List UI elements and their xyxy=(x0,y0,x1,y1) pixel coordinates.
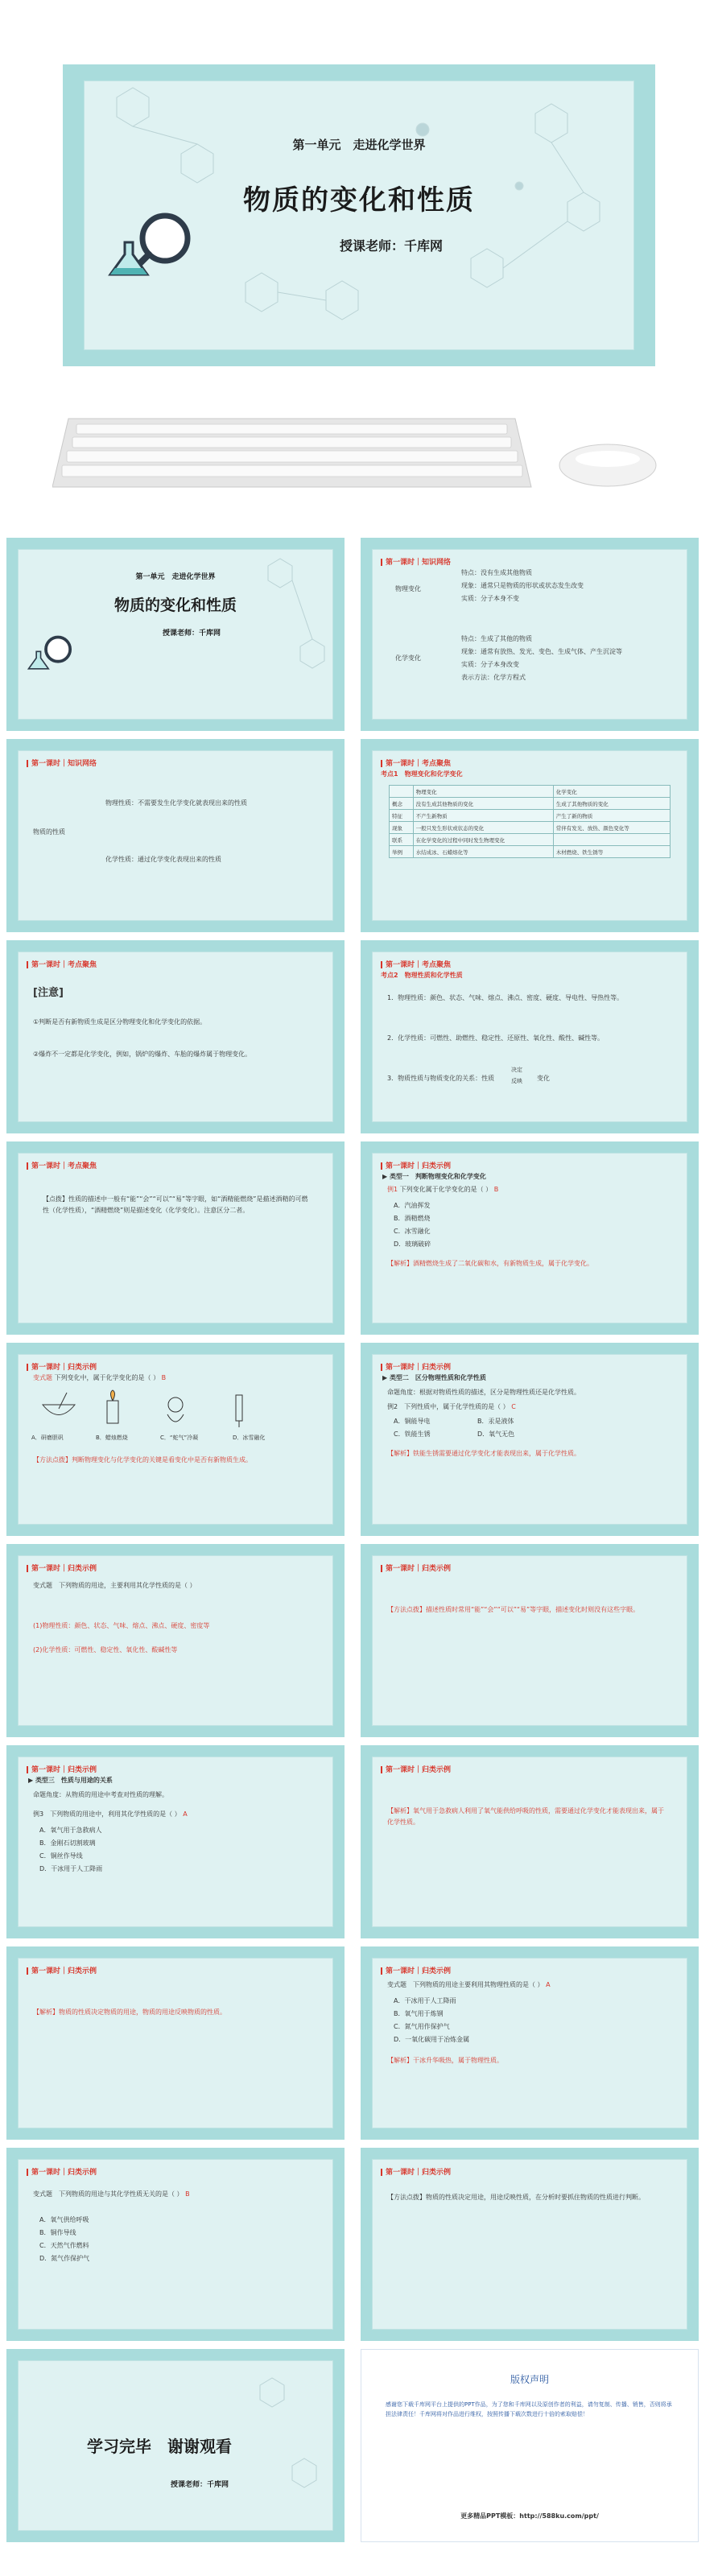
table-cell: 现象 xyxy=(390,822,414,834)
slide-3 xyxy=(6,739,345,932)
s2-group2: 化学变化 xyxy=(395,654,421,662)
slide-4 xyxy=(361,739,699,932)
end-teacher: 授课老师：千库网 xyxy=(170,2481,229,2489)
s6-paragraph: 1．物理性质：颜色、状态、气味、熔点、沸点、密度、硬度、导电性、导热性等。 xyxy=(387,994,624,1001)
slide-6 xyxy=(361,940,699,1133)
slide-5 xyxy=(6,940,345,1133)
s2-g2-item: 特点：生成了其他的物质 xyxy=(461,635,532,642)
s2-g2-item: 实质：分子本身改变 xyxy=(461,661,519,668)
s13-option: D．干冰用于人工降雨 xyxy=(39,1865,103,1872)
slide-12 xyxy=(361,1544,699,1737)
slide-9 xyxy=(6,1343,345,1536)
s6-paragraph: 2．化学性质：可燃性、助燃性、稳定性、还原性、氧化性、酸性、碱性等。 xyxy=(387,1034,605,1042)
s9-caption: B．蜡烛燃烧 xyxy=(96,1435,128,1441)
s13-lead: 命题角度：从物质的用途中考查对性质的理解。 xyxy=(33,1791,168,1798)
table-row xyxy=(390,810,671,822)
slide-13 xyxy=(6,1745,345,1938)
s8-option: C．冰雪融化 xyxy=(394,1228,431,1235)
slide-2 xyxy=(361,538,699,731)
s16-question: 变式题 下列物质的用途主要利用其物理性质的是（ ） A xyxy=(387,1981,551,1988)
slide-header: 第一课时｜考点聚焦 xyxy=(27,1160,97,1170)
table-cell: 在化学变化的过程中同时发生物理变化 xyxy=(413,834,553,846)
slide-header: 第一课时｜考点聚焦 xyxy=(27,959,97,969)
s17-option: A．氧气供给呼吸 xyxy=(39,2216,89,2223)
s2-group1: 物理变化 xyxy=(395,585,421,592)
s10-option: B．汞是液体 xyxy=(477,1418,514,1425)
s6-paragraph: 变化 xyxy=(537,1075,550,1082)
s17-option: B．铜作导线 xyxy=(39,2229,76,2236)
slide-header: 第一课时｜归类示例 xyxy=(381,1361,451,1372)
s6-arrow-up-label: 决定 xyxy=(511,1067,522,1073)
slide-16 xyxy=(361,1946,699,2140)
s8-option: A．汽油挥发 xyxy=(394,1202,431,1209)
hero-unit: 第一单元 走进化学世界 xyxy=(292,138,426,152)
s8-analysis: 【解析】酒精燃烧生成了二氧化碳和水，有新物质生成，属于化学变化。 xyxy=(387,1260,593,1267)
slide-18 xyxy=(361,2148,699,2341)
s17-question: 变式题 下列物质的用途与其化学性质无关的是（ ） B xyxy=(33,2190,190,2198)
slide-header: 第一课时｜归类示例 xyxy=(381,1965,451,1975)
s10-option: D．氧气无色 xyxy=(477,1430,515,1438)
table-header-row xyxy=(390,786,671,798)
slide-header: 第一课时｜归类示例 xyxy=(381,1160,451,1170)
s6-paragraph: 3．物质性质与物质变化的关系：性质 xyxy=(387,1075,495,1082)
s18-body: 【方法点拨】物质的性质决定用途，用途反映性质，在分析时要抓住物质的性质进行判断。 xyxy=(387,2194,645,2201)
slide-header: 第一课时｜归类示例 xyxy=(27,1361,97,1372)
s11-body: 变式题 下列物质的用途，主要利用其化学性质的是（ ） xyxy=(33,1582,196,1589)
s1-title: 物质的变化和性质 xyxy=(113,597,237,614)
keyboard-icon xyxy=(52,415,535,491)
table-cell: 不产生新物质 xyxy=(413,810,553,822)
copyright-body: 感谢您下载千库网平台上提供的PPT作品，为了您和千库网以及原创作者的利益，请勿复制、传播、销售，否则将承担法律责任！千库网将对作品进行维权，按照传播下载次数进行十倍的索取赔偿！ xyxy=(386,2401,672,2417)
s5-note-title: [注意] xyxy=(33,987,64,999)
s10-question: 例2 下列性质中，属于化学性质的是（ ） C xyxy=(387,1403,516,1410)
table-cell: 没有生成其他物质的变化 xyxy=(413,798,553,810)
s16-option: C．氮气用作保护气 xyxy=(394,2023,450,2030)
table-cell: 水结成冰、石蜡熔化等 xyxy=(413,846,553,858)
slide-15 xyxy=(6,1946,345,2140)
table-cell: 生成了其他物质的变化 xyxy=(553,798,670,810)
s11-line: (1)物理性质：颜色、状态、气味、熔点、沸点、硬度、密度等 xyxy=(33,1622,210,1629)
s3-item: 物理性质：不需要发生化学变化就表现出来的性质 xyxy=(105,799,247,807)
s3-center: 物质的性质 xyxy=(33,828,65,836)
table-cell: 产生了新的物质 xyxy=(553,810,670,822)
slide-header: 第一课时｜考点聚焦 xyxy=(381,758,451,768)
flask-magnifier-icon xyxy=(101,210,205,283)
s2-g2-item: 表示方法：化学方程式 xyxy=(461,674,526,681)
slide-7 xyxy=(6,1141,345,1335)
comparison-table xyxy=(389,785,671,858)
table-cell xyxy=(553,834,670,846)
table-row xyxy=(390,834,671,846)
table-cell: 木材燃烧、铁生锈等 xyxy=(553,846,670,858)
slide-header: 第一课时｜归类示例 xyxy=(27,2166,97,2177)
copyright-panel xyxy=(361,2349,699,2542)
s1-unit: 第一单元 走进化学世界 xyxy=(135,573,216,581)
s10-option: A．铜能导电 xyxy=(394,1418,431,1425)
table-row xyxy=(390,846,671,858)
slide-10 xyxy=(361,1343,699,1536)
s4-topic: 考点1 物理变化和化学变化 xyxy=(381,770,463,778)
s2-g1-item: 实质：分子本身不变 xyxy=(461,595,519,602)
s15-body: 【解析】物质的性质决定物质的用途，物质的用途反映物质的性质。 xyxy=(33,2008,226,2016)
s9-caption: D．冰雪融化 xyxy=(233,1435,266,1441)
slide-header: 第一课时｜归类示例 xyxy=(27,1965,97,1975)
s16-analysis: 【解析】干冰升华吸热，属于物理性质。 xyxy=(387,2057,503,2064)
s16-option: A．干冰用于人工降雨 xyxy=(394,1997,456,2004)
table-cell: 常伴有发光、放热、颜色变化等 xyxy=(553,822,670,834)
s16-option: B．氧气用于炼钢 xyxy=(394,2010,444,2017)
s6-topic: 考点2 物理性质和化学性质 xyxy=(381,972,463,979)
s8-option: D．玻璃破碎 xyxy=(394,1241,431,1248)
s13-option: B．金刚石切割玻璃 xyxy=(39,1839,96,1847)
slide-14 xyxy=(361,1745,699,1938)
s8-option: B．酒精燃烧 xyxy=(394,1215,431,1222)
hero-title: 物质的变化和性质 xyxy=(243,184,475,217)
s9-caption: C．“蛇气”冷凝 xyxy=(160,1435,199,1441)
s7-body: 【点拨】性质的描述中一般有“能”“会”“可以”“易”等字眼，如“酒精能燃烧”是描述酒精的可燃性（化学性质），“酒精燃烧”则是描述变化（化学变化）。注意区分二者。 xyxy=(43,1195,308,1214)
table-cell: 化学变化 xyxy=(553,786,670,798)
slide-header: 第一课时｜归类示例 xyxy=(381,1764,451,1774)
slide-8 xyxy=(361,1141,699,1335)
s10-type: ▶ 类型二 区分物理性质和化学性质 xyxy=(382,1374,486,1381)
flask-magnifier-icon xyxy=(23,634,80,674)
slide-header: 第一课时｜归类示例 xyxy=(27,1563,97,1573)
table-cell: 一般只发生形状或状态的变化 xyxy=(413,822,553,834)
slide-header: 第一课时｜归类示例 xyxy=(381,1563,451,1573)
slide-1 xyxy=(6,538,345,731)
table-cell xyxy=(390,786,414,798)
slide-17 xyxy=(6,2148,345,2341)
slide-header: 第一课时｜归类示例 xyxy=(381,2166,451,2177)
copyright-title: 版权声明 xyxy=(510,2374,549,2385)
s9-note: 【方法点拨】判断物理变化与化学变化的关键是看变化中是否有新物质生成。 xyxy=(33,1456,252,1463)
s2-g2-item: 现象：通常有放热、发光、变色、生成气体、产生沉淀等 xyxy=(461,648,622,655)
s14-body: 【解析】氧气用于急救病人利用了氧气能供给呼吸的性质，需要通过化学变化才能表现出来，属于化学性质。 xyxy=(387,1807,664,1826)
slide-11 xyxy=(6,1544,345,1737)
s13-option: C．铜丝作导线 xyxy=(39,1852,83,1860)
s1-teacher: 授课老师：千库网 xyxy=(162,630,221,638)
s16-option: D．一氧化碳用于冶炼金属 xyxy=(394,2036,470,2043)
s5-note: ①判断是否有新物质生成是区分物理变化和化学变化的依据。 xyxy=(33,1018,207,1026)
s6-arrow-down-label: 反映 xyxy=(511,1078,522,1084)
table-cell: 举例 xyxy=(390,846,414,858)
s2-g1-item: 现象：通常只是物质的形状或状态发生改变 xyxy=(461,582,584,589)
copyright-footer[interactable]: 更多精品PPT模板：http://588ku.com/ppt/ xyxy=(460,2512,599,2520)
s13-type: ▶ 类型三 性质与用途的关系 xyxy=(28,1777,113,1784)
s9-caption: A．研磨胆矾 xyxy=(31,1435,64,1441)
s11-line: (2)化学性质：可燃性、稳定性、氧化性、酸碱性等 xyxy=(33,1646,178,1653)
table-cell: 特征 xyxy=(390,810,414,822)
s2-g1-item: 特点：没有生成其他物质 xyxy=(461,569,532,576)
slide-header: 第一课时｜知识网络 xyxy=(27,758,97,768)
table-cell: 物理变化 xyxy=(413,786,553,798)
table-row xyxy=(390,798,671,810)
hero-teacher: 授课老师：千库网 xyxy=(339,238,443,254)
end-title: 学习完毕 谢谢观看 xyxy=(87,2437,232,2456)
s12-body: 【方法点拨】描述性质时常用“能”“会”“可以”“易”等字眼，描述变化时则没有这些字眼。 xyxy=(387,1606,640,1613)
s8-type: ▶ 类型一 判断物理变化和化学变化 xyxy=(382,1173,486,1180)
table-row xyxy=(390,822,671,834)
s17-option: D．氮气作保护气 xyxy=(39,2255,90,2262)
table-cell: 联系 xyxy=(390,834,414,846)
s10-option: C．铁能生锈 xyxy=(394,1430,431,1438)
mouse-icon xyxy=(555,441,660,489)
slide-header: 第一课时｜知识网络 xyxy=(381,556,451,567)
s10-lead: 命题角度：根据对物质性质的描述，区分是物理性质还是化学性质。 xyxy=(387,1389,580,1396)
s8-question: 例1 下列变化属于化学变化的是（ ） B xyxy=(387,1186,499,1193)
s13-option: A．氧气用于急救病人 xyxy=(39,1827,102,1834)
s10-analysis: 【解析】铁能生锈需要通过化学变化才能表现出来，属于化学性质。 xyxy=(387,1450,580,1457)
slide-header: 第一课时｜归类示例 xyxy=(27,1764,97,1774)
slide-header: 第一课时｜考点聚焦 xyxy=(381,959,451,969)
s3-item: 化学性质：通过化学变化表现出来的性质 xyxy=(105,856,221,863)
table-cell: 概念 xyxy=(390,798,414,810)
s9-question: 变式题 下列变化中，属于化学变化的是（ ） B xyxy=(33,1374,167,1381)
hero-slide xyxy=(63,64,655,366)
lab-illustration xyxy=(35,1389,276,1429)
end-slide xyxy=(6,2349,345,2542)
s17-option: C．天然气作燃料 xyxy=(39,2242,89,2249)
s5-note: ②爆炸不一定都是化学变化，例如，锅炉的爆炸、车胎的爆炸属于物理变化。 xyxy=(33,1051,252,1058)
s13-question: 例3 下列物质的用途中，利用其化学性质的是（ ） A xyxy=(33,1810,188,1818)
